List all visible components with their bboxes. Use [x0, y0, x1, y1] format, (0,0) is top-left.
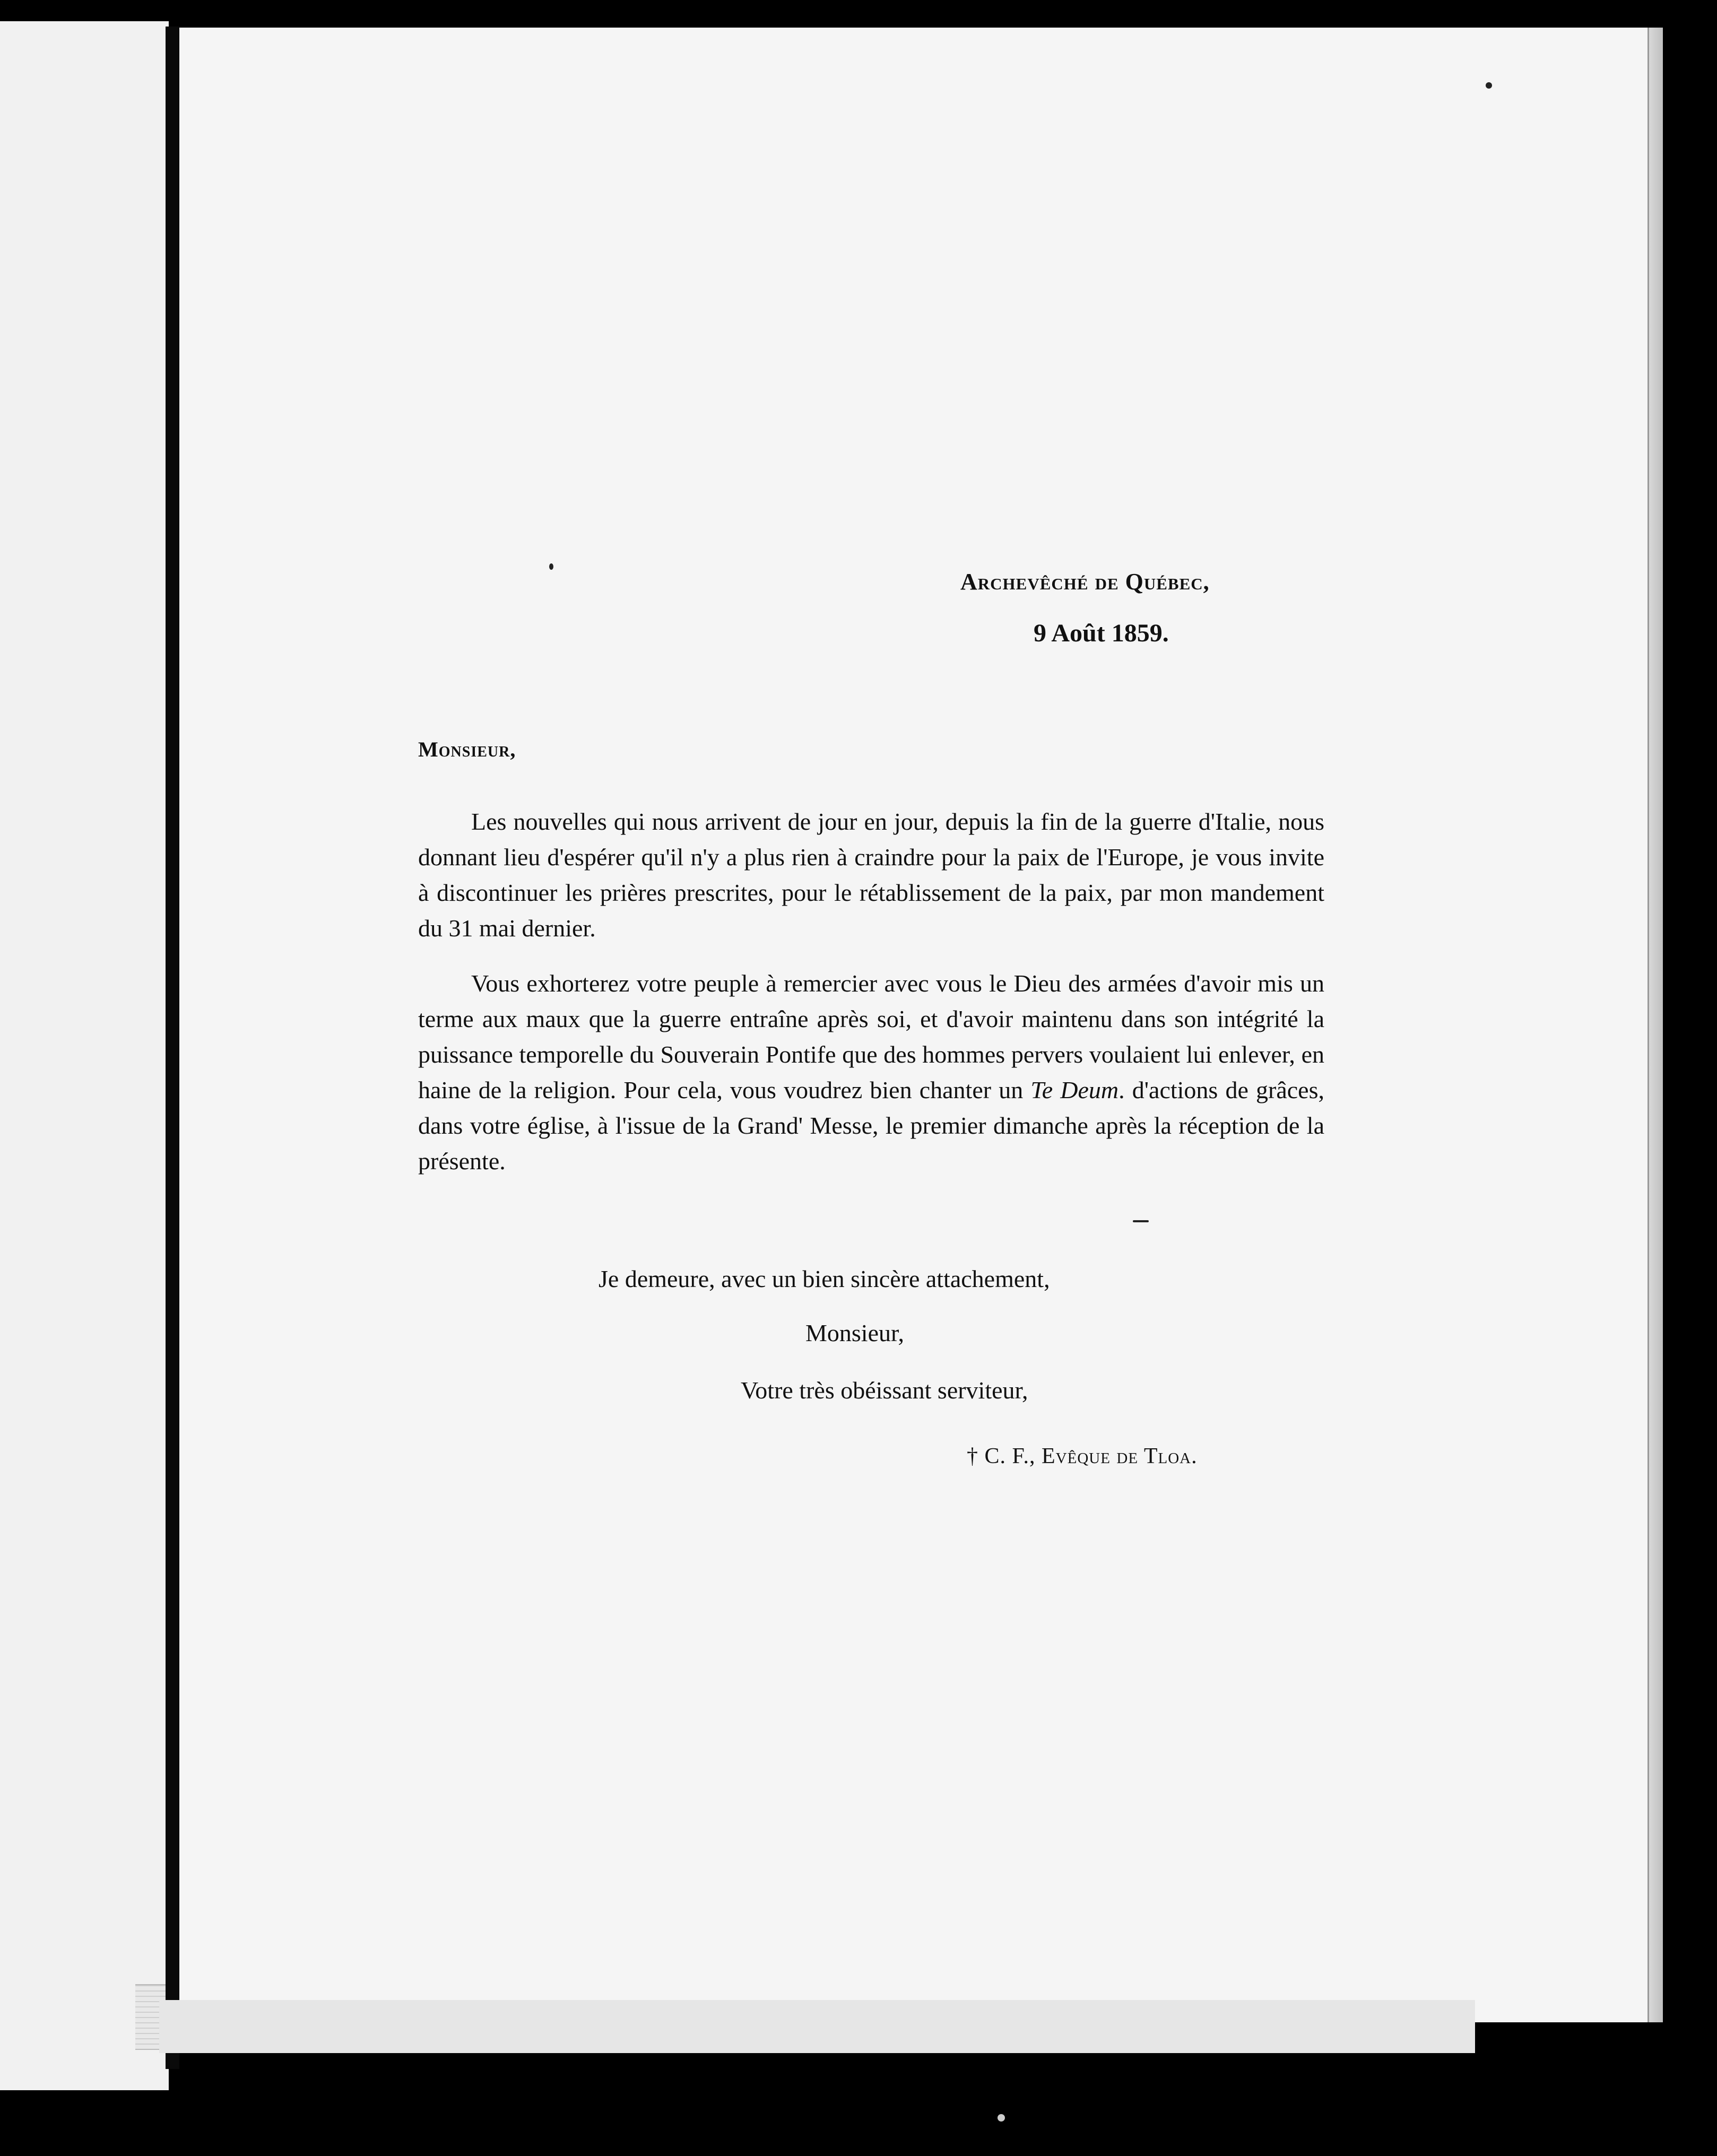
- letter-date: 9 Août 1859.: [1034, 619, 1169, 647]
- letter-salutation: Monsieur,: [418, 737, 516, 761]
- closing-servant: Votre très obéissant serviteur,: [741, 1377, 1028, 1404]
- paragraph-2-text-b: . d'actions de grâces, dans votre église, à l'issue de la Grand' Messe, le premier dimanche après la réception de la présente.: [418, 1076, 1324, 1175]
- paper-speck: [1486, 82, 1492, 89]
- te-deum-italic: Te Deum: [1030, 1076, 1119, 1103]
- signature: † C. F., Evêque de Tloa.: [967, 1444, 1198, 1468]
- paper-speck: [549, 563, 553, 570]
- paragraph-2-text-a: Vous exhorterez votre peuple à remercier avec vous le Dieu des armées d'avoir mis un terme aux maux que la guerre entraîne après soi, et d'avoir maintenu dans son intégrité la puissance temporelle du Souverain Pontife que des hommes pervers voulaient lui enlever, en haine de la religion. Pour cela, vous voudrez bien chanter un: [418, 970, 1324, 1103]
- letter-paragraph-1: Les nouvelles qui nous arrivent de jour en jour, depuis la fin de la guerre d'Italie, nous donnant lieu d'espérer qu'il n'y a plus rien à craindre pour la paix de l'Europe, je vous invite à discontinuer les prières prescrites, pour le rétablissement de la paix, par mon mandement du 31 mai dernier.: [418, 808, 1324, 942]
- letter-place: Archevêché de Québec,: [960, 569, 1210, 595]
- paper-speck: [998, 2114, 1005, 2122]
- paper-speck: [1133, 1220, 1149, 1222]
- letter-paragraph-2: [418, 966, 1324, 1179]
- closing-line: Je demeure, avec un bien sincère attachement,: [599, 1265, 1050, 1292]
- closing-address: Monsieur,: [805, 1319, 904, 1346]
